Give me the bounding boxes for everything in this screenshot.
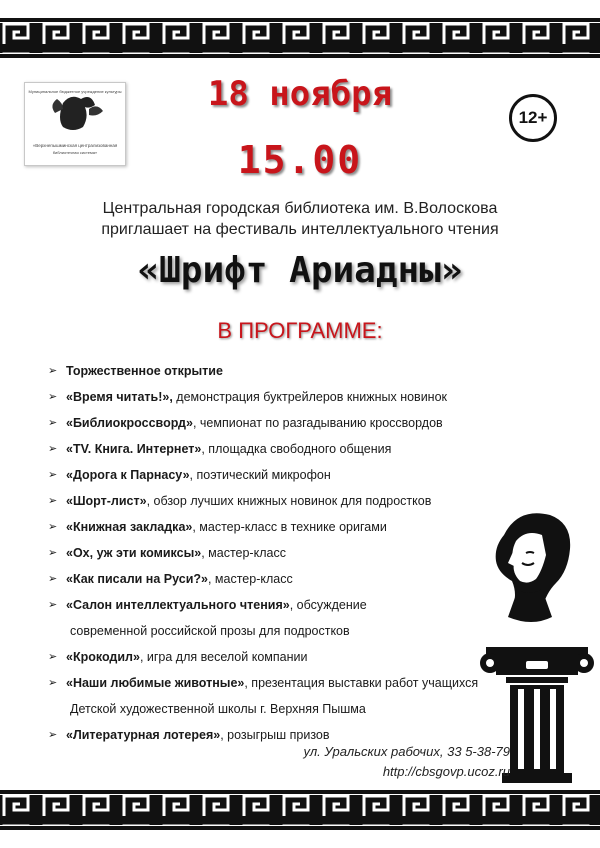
arrow-bullet-icon: ➢ (48, 443, 58, 455)
arrow-bullet-icon: ➢ (48, 417, 58, 429)
intro-line-2: приглашает на фестиваль интеллектуального чтения (101, 221, 499, 238)
arrow-bullet-icon: ➢ (48, 729, 58, 741)
program-item: ➢ «Как писали на Руси?», мастер-класс (48, 566, 508, 592)
program-item-continuation: современной российской прозы для подростков (70, 624, 350, 638)
arrow-bullet-icon: ➢ (48, 495, 58, 507)
festival-name: «Шрифт Ариадны» (137, 250, 463, 291)
arrow-bullet-icon: ➢ (48, 391, 58, 403)
program-item: ➢ «Литературная лотерея», розыгрыш призов (48, 722, 508, 748)
greek-key-border-top (0, 18, 600, 58)
program-item: ➢ «Ох, уж эти комиксы», мастер-класс (48, 540, 508, 566)
arrow-bullet-icon: ➢ (48, 521, 58, 533)
arrow-bullet-icon: ➢ (48, 547, 58, 559)
logo-text-1: Муниципальное бюджетное учреждение культуры (28, 89, 122, 94)
program-heading: В ПРОГРАММЕ: (217, 318, 383, 343)
program-item: ➢ «Салон интеллектуального чтения», обсуждение (48, 592, 508, 618)
age-rating-badge: 12+ (509, 94, 557, 142)
program-item: ➢ «Книжная закладка», мастер-класс в технике оригами (48, 514, 508, 540)
arrow-bullet-icon: ➢ (48, 599, 58, 611)
library-logo (24, 82, 126, 166)
event-time: 15.00 (237, 138, 363, 182)
program-list (48, 358, 508, 748)
greek-statue-icon (476, 505, 596, 785)
intro-line-1: Центральная городская библиотека им. В.Волоскова (102, 200, 498, 217)
program-item: ➢ «Время читать!», демонстрация буктрейлеров книжных новинок (48, 384, 508, 410)
arrow-bullet-icon: ➢ (48, 651, 58, 663)
greek-key-border-bottom (0, 790, 600, 830)
website-link[interactable]: http://cbsgovp.ucoz.ru (382, 764, 510, 779)
arrow-bullet-icon: ➢ (48, 573, 58, 585)
arrow-bullet-icon: ➢ (48, 677, 58, 689)
program-item: ➢ «Крокодил», игра для веселой компании (48, 644, 508, 670)
logo-text-2: «Верхнепышминская централизованная (32, 143, 118, 148)
address-phone: ул. Уральских рабочих, 33 5-38-79 (303, 744, 510, 759)
program-item: ➢ «Дорога к Парнасу», поэтический микрофон (48, 462, 508, 488)
program-item: ➢ «Библиокроссворд», чемпионат по разгадыванию кроссвордов (48, 410, 508, 436)
program-item: ➢ Торжественное открытие (48, 358, 508, 384)
arrow-bullet-icon: ➢ (48, 469, 58, 481)
program-item: ➢ «Наши любимые животные», презентация выставки работ учащихся (48, 670, 508, 696)
program-item: ➢ «Шорт-лист», обзор лучших книжных новинок для подростков (48, 488, 508, 514)
arrow-bullet-icon: ➢ (48, 365, 58, 377)
program-item: ➢ «TV. Книга. Интернет», площадка свободного общения (48, 436, 508, 462)
program-item-continuation: Детской художественной школы г. Верхняя Пышма (70, 702, 366, 716)
logo-text-3: библиотечная система» (52, 150, 98, 155)
event-date: 18 ноября (207, 74, 393, 114)
